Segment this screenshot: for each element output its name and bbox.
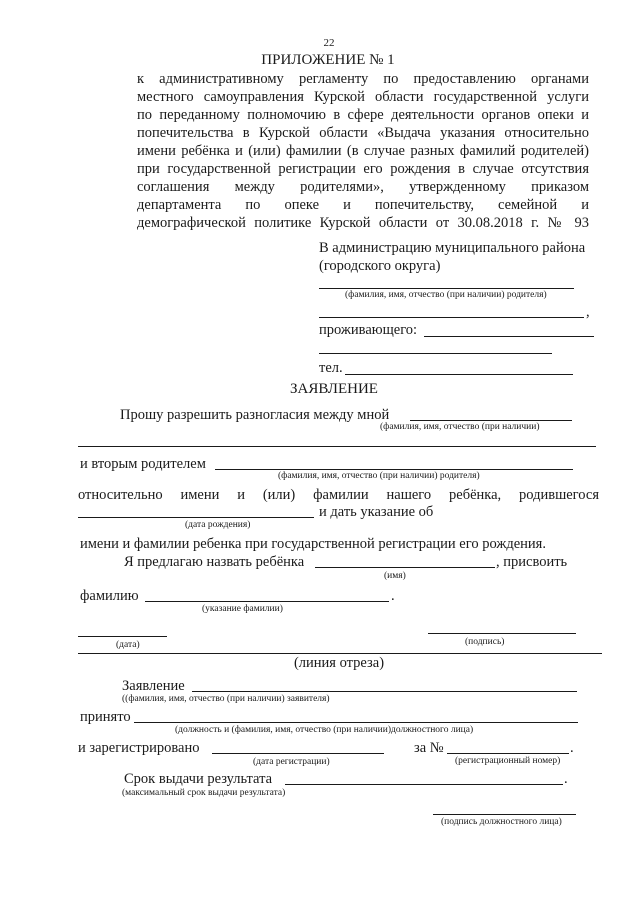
signature-field[interactable] — [428, 633, 576, 634]
applicant-field[interactable] — [192, 691, 577, 692]
official-signature-hint: (подпись должностного лица) — [441, 817, 562, 827]
number-label: за № — [414, 740, 444, 756]
second-parent-label: и вторым родителем — [80, 456, 206, 472]
receipt-statement-label: Заявление — [122, 678, 185, 694]
parent-name-field[interactable] — [319, 288, 574, 289]
official-hint: (должность и (фамилия, имя, отчество (при наличии)должностного лица) — [175, 725, 474, 735]
child-surname-field[interactable] — [145, 601, 389, 602]
deadline-field[interactable] — [285, 784, 563, 785]
request-text: Прошу разрешить разногласия между мной — [120, 407, 390, 423]
statement-title: ЗАЯВЛЕНИЕ — [290, 381, 378, 397]
phone-field[interactable] — [345, 374, 573, 375]
accepted-label: принято — [80, 709, 131, 725]
comma: , — [586, 304, 590, 320]
page-number: 22 — [323, 37, 335, 49]
applicant-fio-field-2[interactable] — [78, 446, 596, 447]
reg-number-hint: (регистрационный номер) — [455, 756, 561, 766]
child-name-hint: (имя) — [384, 571, 406, 581]
official-signature-field[interactable] — [433, 814, 576, 815]
surname-label: фамилию — [80, 588, 139, 604]
preamble-line: демографической политике Курской области от 30.08.2018 г. № 93 — [137, 215, 589, 231]
addressee-line: В администрацию муниципального района — [319, 240, 586, 256]
appendix-title: ПРИЛОЖЕНИЕ № 1 — [261, 52, 395, 68]
preamble-line: соглашения между родителями», утвержденному приказом — [137, 179, 589, 195]
applicant-fio-hint: (фамилия, имя, отчество (при наличии) — [380, 422, 540, 432]
cut-line-label: (линия отреза) — [293, 655, 385, 671]
address-field-2[interactable] — [319, 353, 552, 354]
date-hint: (дата) — [116, 640, 140, 650]
preamble-line: к административному регламенту по предоставлению органами — [137, 71, 589, 87]
registered-label: и зарегистрировано — [78, 740, 200, 756]
preamble-line: имени ребёнка и (или) фамилии (в случае разных фамилий родителей) — [137, 143, 589, 159]
cut-divider — [78, 653, 602, 654]
second-parent-hint: (фамилия, имя, отчество (при наличии) родителя) — [278, 471, 480, 481]
regarding-text: относительно имени и (или) фамилии нашего ребёнка, родившегося — [78, 487, 599, 503]
number-end: . — [570, 740, 574, 756]
reg-date-field[interactable] — [212, 753, 384, 754]
parent-name-field-2[interactable] — [319, 317, 584, 318]
official-field[interactable] — [134, 722, 578, 723]
parent-name-hint: (фамилия, имя, отчество (при наличии) родителя) — [345, 290, 547, 300]
preamble-line: по переданному полномочию в сфере деятельности органов опеки и — [137, 107, 589, 123]
assign-text: , присвоить — [496, 554, 568, 570]
reg-number-field[interactable] — [447, 753, 569, 754]
deadline-hint: (максимальный срок выдачи результата) — [122, 788, 286, 798]
give-instruction-text: и дать указание об — [319, 504, 434, 520]
signature-hint: (подпись) — [465, 637, 505, 647]
second-parent-field[interactable] — [215, 469, 573, 470]
name-surname-text: имени и фамилии ребенка при государственной регистрации его рождения. — [80, 536, 546, 552]
deadline-label: Срок выдачи результата — [124, 771, 273, 787]
preamble-line: попечительства в Курской области «Выдача указания относительно — [137, 125, 589, 141]
child-name-field[interactable] — [315, 567, 495, 568]
applicant-fio-field[interactable] — [410, 420, 572, 421]
residing-label: проживающего: — [319, 322, 418, 338]
address-field[interactable] — [424, 336, 594, 337]
birth-date-hint: (дата рождения) — [185, 520, 251, 530]
phone-label: тел. — [319, 360, 343, 376]
preamble-line: при государственной регистрации его рождения в случае отсутствия — [137, 161, 589, 177]
date-field[interactable] — [78, 636, 167, 637]
birth-date-field[interactable] — [78, 517, 314, 518]
preamble-line: местного самоуправления Курской области государственной услуги — [137, 89, 589, 105]
child-surname-hint: (указание фамилии) — [202, 604, 283, 614]
surname-end: . — [391, 588, 395, 604]
reg-date-hint: (дата регистрации) — [253, 757, 330, 767]
applicant-hint: ((фамилия, имя, отчество (при наличии) заявителя) — [122, 694, 330, 704]
propose-text: Я предлагаю назвать ребёнка — [124, 554, 305, 570]
addressee-line: (городского округа) — [319, 258, 441, 274]
deadline-end: . — [564, 771, 568, 787]
preamble-line: департамента по опеке и попечительству, семейной и — [137, 197, 589, 213]
